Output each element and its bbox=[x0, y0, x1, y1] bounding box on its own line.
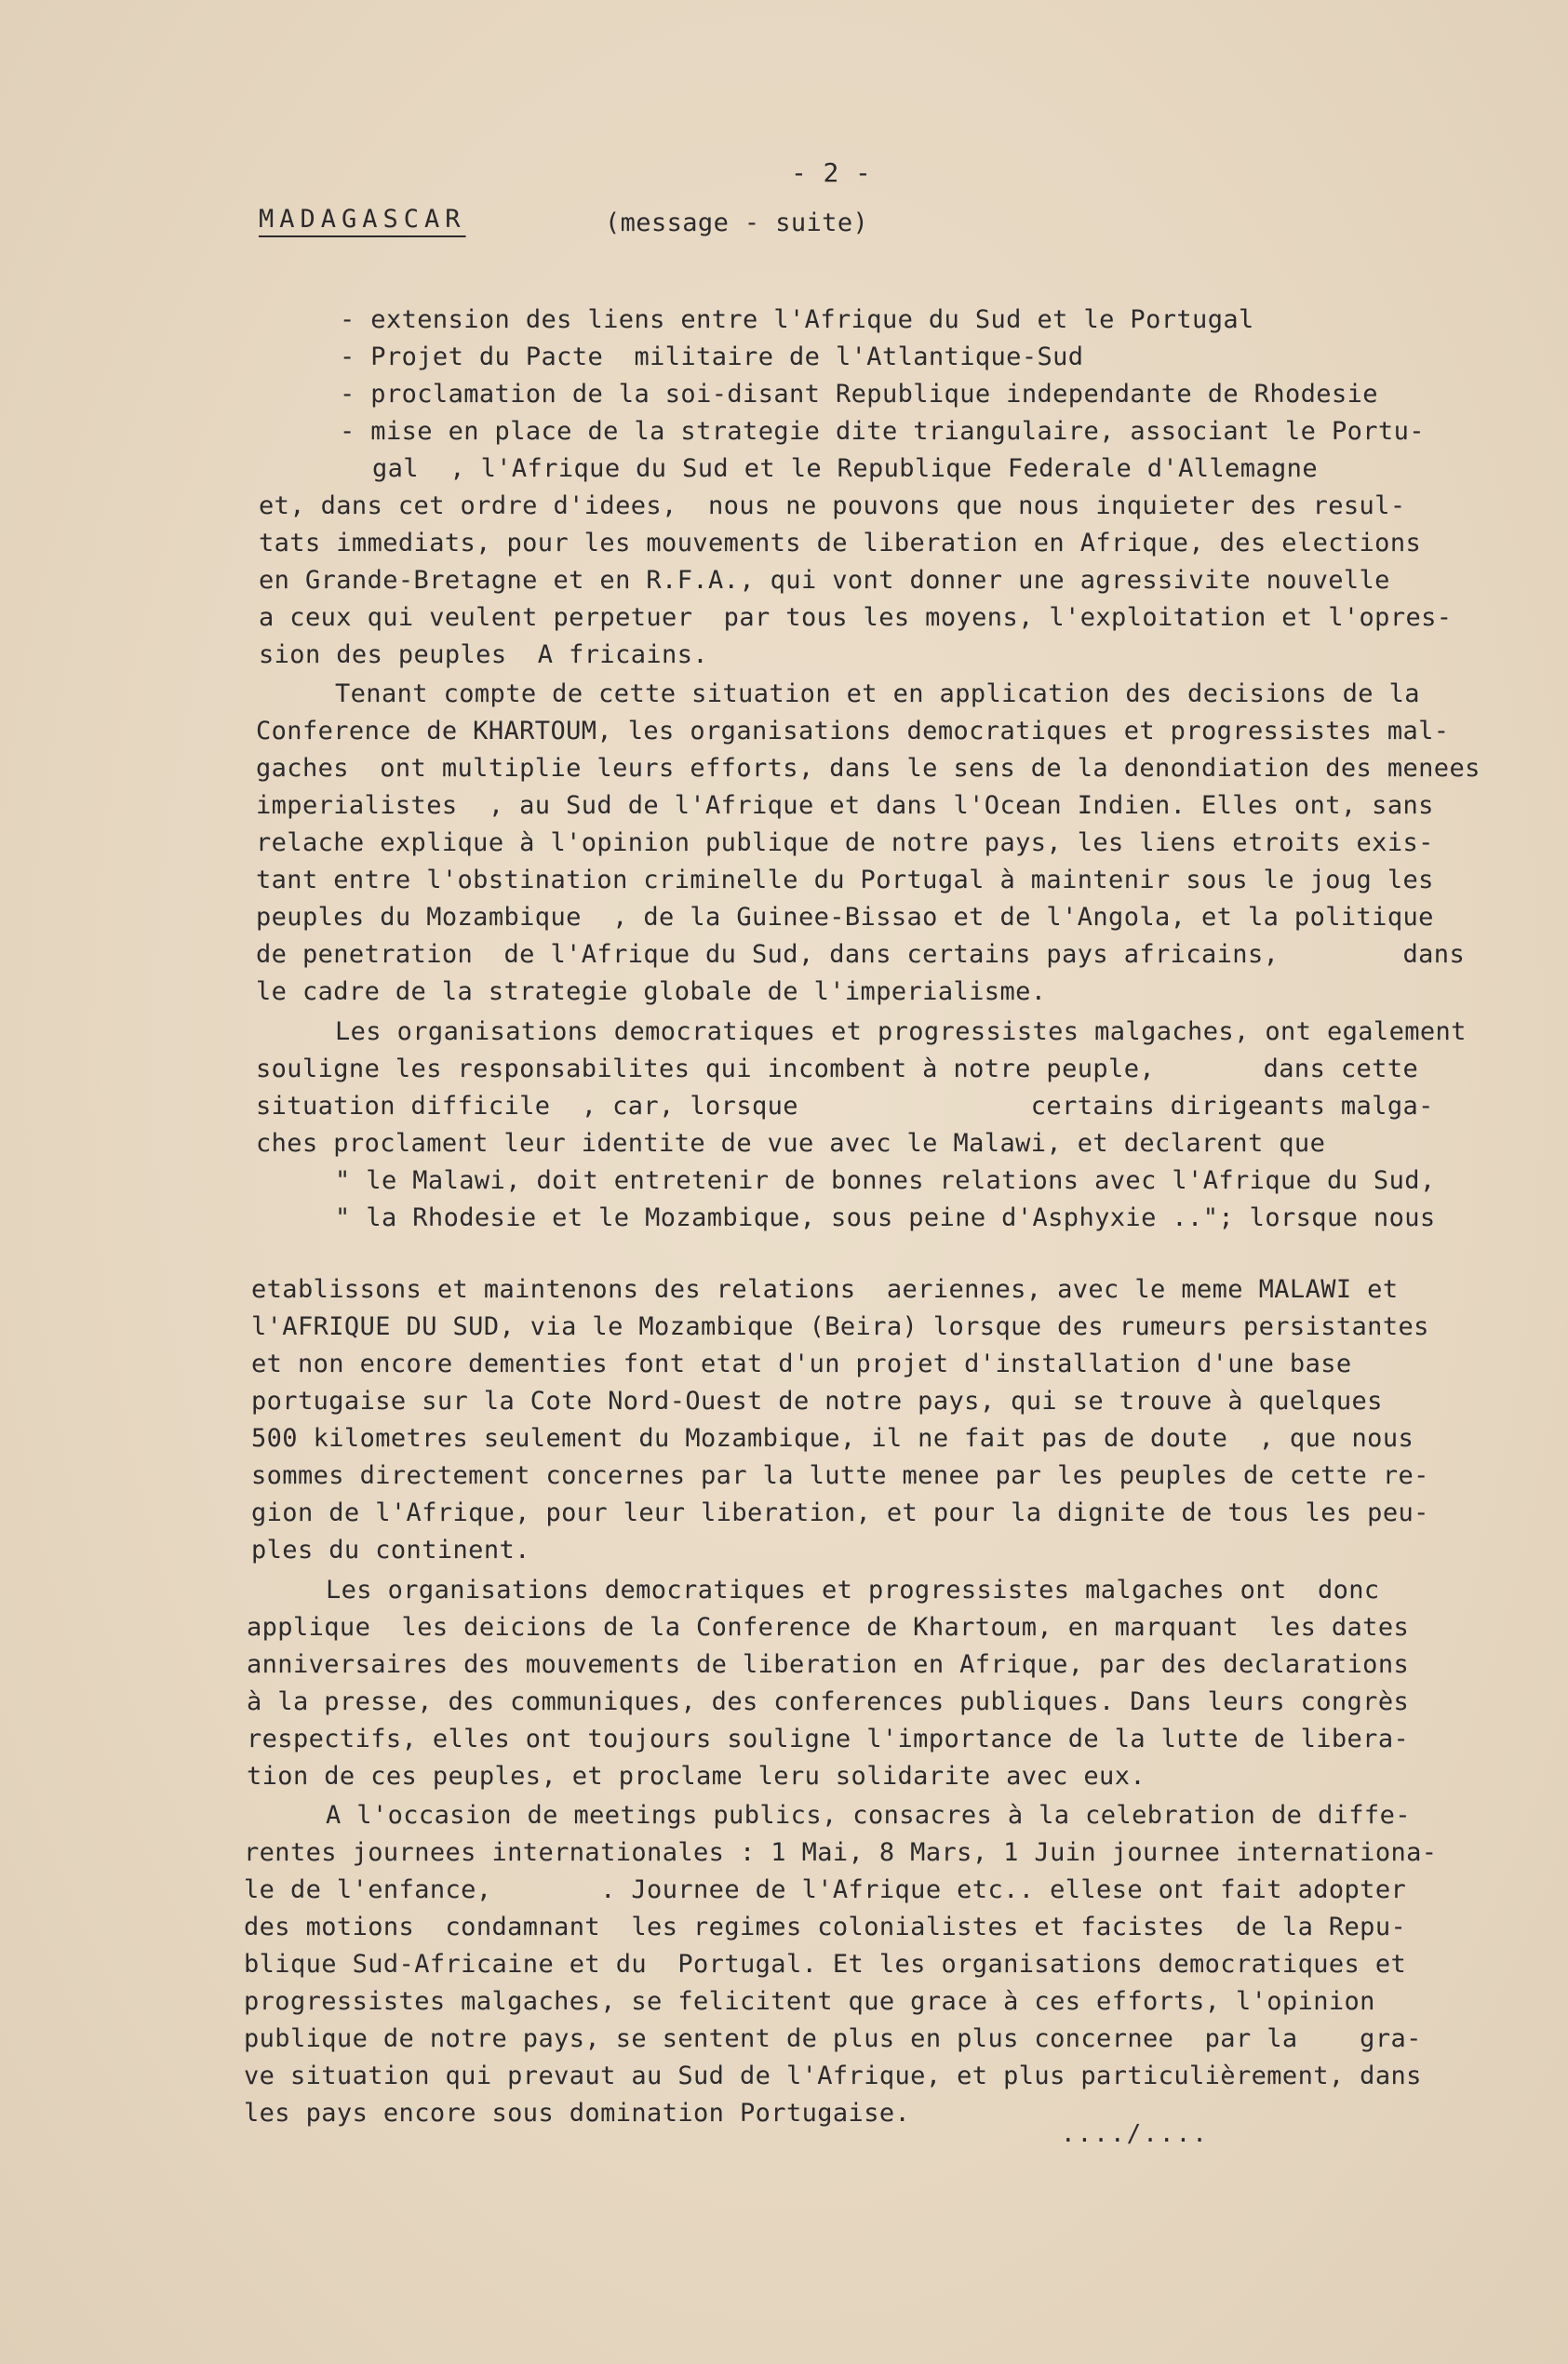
text-line: - mise en place de la strategie dite triangulaire, associant le Portu- bbox=[340, 417, 1425, 446]
text-line: des motions condamnant les regimes colonialistes et facistes de la Repu- bbox=[244, 1913, 1407, 1941]
text-line: " la Rhodesie et le Mozambique, sous peine d'Asphyxie .."; lorsque nous bbox=[335, 1203, 1436, 1232]
text-line: applique les deicions de la Conference de Khartoum, en marquant les dates bbox=[247, 1613, 1410, 1642]
text-line: sommes directement concernes par la lutte menee par les peuples de cette re- bbox=[251, 1461, 1429, 1490]
text-line: les pays encore sous domination Portugaise. bbox=[244, 2099, 911, 2128]
text-line: de penetration de l'Afrique du Sud, dans certains pays africains, dans bbox=[256, 940, 1466, 969]
text-line: et non encore dementies font etat d'un projet d'installation d'une base bbox=[251, 1350, 1352, 1378]
text-line: etablissons et maintenons des relations aeriennes, avec le meme MALAWI et bbox=[251, 1275, 1399, 1304]
heading-subtitle: (message - suite) bbox=[605, 208, 869, 237]
text-line: - proclamation de la soi-disant Republique independante de Rhodesie bbox=[340, 380, 1378, 409]
text-line: portugaise sur la Cote Nord-Ouest de notre pays, qui se trouve à quelques bbox=[251, 1387, 1383, 1416]
text-line: publique de notre pays, se sentent de plus en plus concernee par la gra- bbox=[244, 2024, 1422, 2053]
text-line: Les organisations democratiques et progressistes malgaches, ont egalement bbox=[335, 1017, 1467, 1046]
text-line: situation difficile , car, lorsque certains dirigeants malga- bbox=[256, 1092, 1434, 1121]
text-line: anniversaires des mouvements de liberation en Afrique, par des declarations bbox=[247, 1650, 1410, 1679]
text-line: l'AFRIQUE DU SUD, via le Mozambique (Beira) lorsque des rumeurs persistantes bbox=[251, 1312, 1429, 1341]
text-line: a ceux qui veulent perpetuer par tous les moyens, l'exploitation et l'opres- bbox=[259, 603, 1453, 632]
text-line: le de l'enfance, . Journee de l'Afrique etc.. ellese ont fait adopter bbox=[244, 1875, 1407, 1904]
text-line: - Projet du Pacte militaire de l'Atlantique-Sud bbox=[340, 343, 1084, 371]
text-line: gion de l'Afrique, pour leur liberation, et pour la dignite de tous les peu- bbox=[251, 1498, 1429, 1527]
text-line: tats immediats, pour les mouvements de liberation en Afrique, des elections bbox=[259, 529, 1422, 557]
text-line: Tenant compte de cette situation et en application des decisions de la bbox=[335, 679, 1420, 708]
text-line: progressistes malgaches, se felicitent que grace à ces efforts, l'opinion bbox=[244, 1987, 1375, 2016]
text-line: - extension des liens entre l'Afrique du Sud et le Portugal bbox=[340, 305, 1254, 334]
text-line: gal , l'Afrique du Sud et le Republique Federale d'Allemagne bbox=[372, 454, 1318, 483]
text-line: rentes journees internationales : 1 Mai, 8 Mars, 1 Juin journee internationa- bbox=[244, 1838, 1438, 1867]
text-line: tant entre l'obstination criminelle du Portugal à maintenir sous le joug les bbox=[256, 866, 1434, 894]
text-line: souligne les responsabilites qui incombent à notre peuple, dans cette bbox=[256, 1054, 1419, 1083]
text-line: et, dans cet ordre d'idees, nous ne pouvons que nous inquieter des resul- bbox=[259, 491, 1406, 520]
text-line: le cadre de la strategie globale de l'imperialisme. bbox=[256, 977, 1047, 1006]
text-line: blique Sud-Africaine et du Portugal. Et les organisations democratiques et bbox=[244, 1950, 1407, 1979]
text-line: ve situation qui prevaut au Sud de l'Afrique, et plus particulièrement, dans bbox=[244, 2062, 1422, 2090]
text-line: " le Malawi, doit entretenir de bonnes relations avec l'Afrique du Sud, bbox=[335, 1166, 1436, 1195]
text-line: à la presse, des communiques, des conferences publiques. Dans leurs congrès bbox=[247, 1687, 1410, 1716]
text-line: imperialistes , au Sud de l'Afrique et dans l'Ocean Indien. Elles ont, sans bbox=[256, 791, 1434, 820]
text-line: peuples du Mozambique , de la Guinee-Bissao et de l'Angola, et la politique bbox=[256, 903, 1434, 932]
text-line: tion de ces peuples, et proclame leru solidarite avec eux. bbox=[247, 1762, 1146, 1791]
text-line: ples du continent. bbox=[251, 1536, 530, 1565]
text-line: en Grande-Bretagne et en R.F.A., qui vont donner une agressivite nouvelle bbox=[259, 566, 1390, 595]
text-line: 500 kilometres seulement du Mozambique, il ne fait pas de doute , que nous bbox=[251, 1424, 1414, 1453]
text-line: sion des peuples A fricains. bbox=[259, 640, 709, 669]
text-line: A l'occasion de meetings publics, consacres à la celebration de diffe- bbox=[326, 1801, 1411, 1830]
text-line: Les organisations democratiques et progressistes malgaches ont donc bbox=[326, 1576, 1380, 1605]
page-number: - 2 - bbox=[791, 157, 872, 188]
text-line: ches proclament leur identite de vue avec le Malawi, et declarent que bbox=[256, 1129, 1326, 1158]
text-line: relache explique à l'opinion publique de notre pays, les liens etroits exis- bbox=[256, 828, 1434, 857]
continuation-mark: ..../.... bbox=[1061, 2120, 1209, 2148]
text-line: respectifs, elles ont toujours souligne l'importance de la lutte de libera- bbox=[247, 1725, 1410, 1753]
heading-title: MADAGASCAR bbox=[259, 205, 466, 234]
text-line: Conference de KHARTOUM, les organisations democratiques et progressistes mal- bbox=[256, 717, 1450, 745]
text-line: gaches ont multiplie leurs efforts, dans le sens de la denondiation des menees bbox=[256, 754, 1481, 783]
